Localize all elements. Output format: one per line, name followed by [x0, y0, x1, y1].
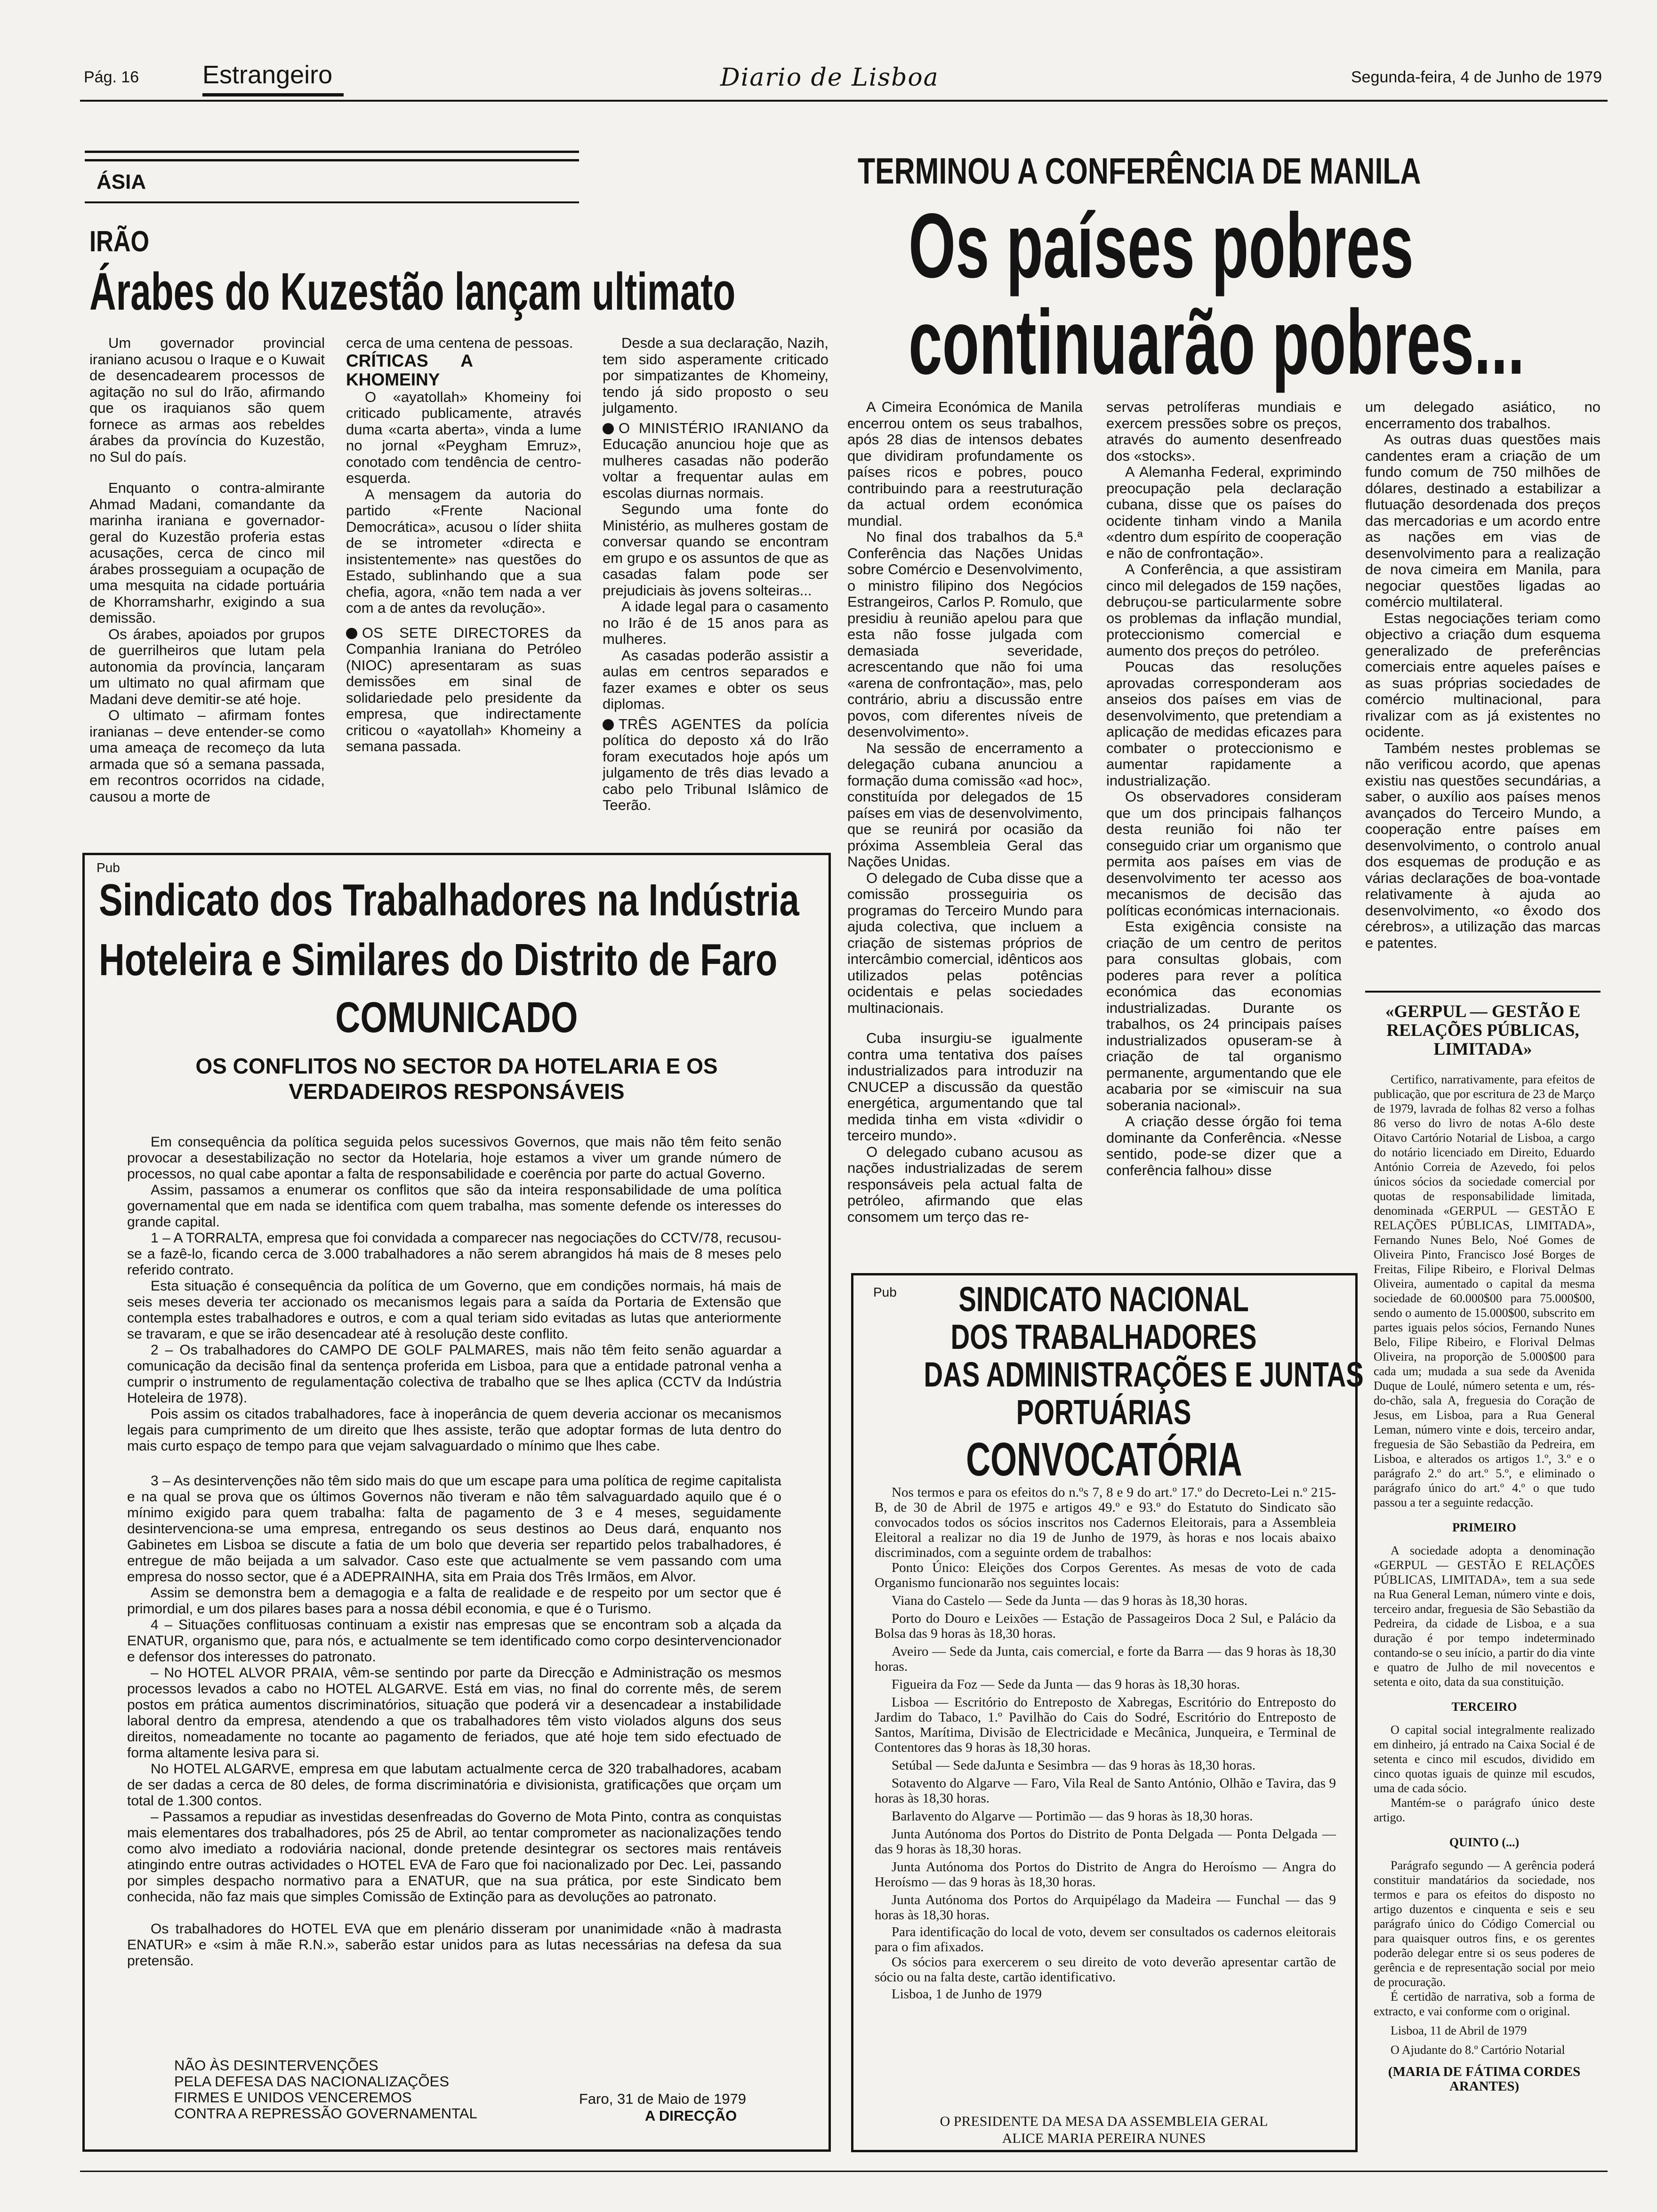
port-loc-4: Figueira da Foz — Sede da Junta — das 9 horas às 18,30 horas.	[892, 1677, 1240, 1692]
slogan-3: FIRMES E UNIDOS VENCEREMOS	[174, 2089, 412, 2106]
asia-c3-p2: Segundo uma fonte do Ministério, as mulheres gostam de conversar quando se encontram em grupo e os assuntos de que as casadas falam pode ser prejudiciais às jovens solteiras...	[603, 501, 828, 599]
hotelaria-comunicado-text: COMUNICADO	[335, 994, 578, 1042]
portuarias-body	[875, 1485, 1336, 2002]
hotelaria-body	[127, 1134, 781, 1969]
port-closing-2: Os sócios para exercerem o seu direito de voto deverão apresentar cartão de sócio ou na falta deste, cartão identificativo.	[875, 1955, 1336, 1985]
manila-headline-1	[909, 193, 1568, 297]
asia-column-1	[89, 335, 325, 805]
gerpul-heading-3: QUINTO (...)	[1449, 1835, 1520, 1849]
gerpul-heading-1: PRIMEIRO	[1452, 1521, 1516, 1534]
port-loc-3: Aveiro — Sede da Junta, cais comercial, e forte da Barra — das 9 horas às 18,30 horas.	[875, 1644, 1336, 1674]
manila-c1-p1: A Cimeira Económica de Manila encerrou ontem os seus trabalhos, após 28 dias de intensos debates que dividiram profundamente os países ricos e pobres, pouco contribuindo para a reestruturação da actual ordem económica mundial.	[847, 399, 1083, 529]
asia-country-text: IRÃO	[89, 225, 150, 258]
asia-headline	[89, 261, 828, 322]
bullet-icon	[603, 719, 614, 730]
asia-top-rule-2	[85, 159, 579, 161]
asia-c3-p4: As casadas poderão assistir a aulas em centros separados e fazer exames e obter os seus diplomas.	[603, 647, 828, 712]
asia-c3-bullet2	[603, 716, 828, 814]
asia-c3-p1: Desde a sua declaração, Nazih, tem sido asperamente criticado por simpatizantes de Khomeiny, tendo já sido proposto o seu julgamento.	[603, 335, 828, 416]
section-underline	[202, 93, 344, 96]
asia-column-3	[603, 335, 828, 814]
manila-c1-p5: Cuba insurgiu-se igualmente contra uma tentativa dos países industrializados para introduzir na CNUCEP a discussão da questão energética, argumentando que tal medida tinha em vista «dividir o terceiro mundo».	[847, 1030, 1083, 1144]
asia-c1-p1: Um governador provincial iraniano acusou o Iraque e o Kuwait de desencadearem processos de agitação no sul do Irão, afirmando que os iraquianos são quem fornece as armas aos rebeldes árabes da província do Kuzestão, no Sul do país.	[89, 335, 325, 465]
hotelaria-pub-label: Pub	[97, 860, 120, 875]
manila-c2-p3: A Conferência, a que assistiram cinco mil delegados de 159 nações, debruçou-se particularmente sobre os problemas da inflação mundial, proteccionismo comercial e aumento dos preços do petróleo.	[1106, 561, 1342, 659]
manila-c3-p4: Também nestes problemas se não verificou acordo, que apenas existiu nas questões secundárias, a saber, o auxílio aos países menos avançados do Terceiro Mundo, a cooperação entre países em desenvolvimento, o controlo anual dos esquemas de produção e as várias declarações de boa-vontade relativamente à ajuda ao desenvolvimento, «o êxodo dos cérebros», a utilização das marcas e patentes.	[1365, 739, 1601, 951]
gerpul-text-3: Parágrafo segundo — A gerência poderá constituir mandatários da sociedade, nos termos e para os efeitos do disposto no artigo duzentos e cinquenta e seis e seu parágrafo único do Código Comercial ou para quaisquer outros fins, e os gerentes poderão delegar entre si os seus poderes de gerência e de representação social por meio de procuração.	[1374, 1859, 1595, 1989]
page-bottom-rule	[80, 2171, 1608, 2172]
port-closing-1: Para identificação do local de voto, devem ser consultados os cadernos eleitorais para o fim afixados.	[875, 1924, 1336, 1955]
hot-p4: Esta situação é consequência da política de um Governo, que em condições normais, há mais de seis meses deveria ter accionado os mecanismos legais para a saída da Portaria de Extensão que contempla estes trabalhadores e outros, e com a qual teriam sido evitadas as lutas que anteriormente se travaram, e que se irão desencadear até à resolução deste conflito.	[127, 1278, 781, 1342]
gerpul-body	[1374, 1072, 1595, 2094]
asia-c3-bullet2-text: TRÊS AGENTES da polícia política do deposto xá do Irão foram executados hoje após um julgamento de três dias levado a cabo pelo Tribunal Islâmico de Teerão.	[603, 715, 828, 813]
asia-c2-start: cerca de uma centena de pessoas.	[346, 335, 573, 351]
manila-headline-2-text: continuarão pobres...	[909, 291, 1525, 393]
manila-kicker	[858, 150, 1592, 192]
manila-headline-2	[909, 289, 1577, 393]
asia-c2-p2: A mensagem da autoria do partido «Frente Nacional Democrática», acusou o líder shiita de se intrometer «directa e insistentemente» nas questões do Estado, sublinhando que a sua chefia, agora, «não tem nada a ver com a de antes da revolução».	[346, 486, 581, 616]
hot-p8: Assim se demonstra bem a demagogia e a falta de realidade e de respeito por um sector que é primordial, e um dos pilares bases para a nossa débil economia, e que é o Turismo.	[127, 1585, 781, 1617]
hot-p13: Os trabalhadores do HOTEL EVA que em plenário disseram por unanimidade «não à madrasta ENATUR» e «sim à mãe R.N.», saberão estar unidos para as lutas necessárias na defesa da sua pretensão.	[127, 1921, 781, 1969]
slogan-1: NÃO ÀS DESINTERVENÇÕES	[174, 2057, 378, 2074]
portuarias-title-3-wrap	[854, 1354, 1364, 1394]
hotelaria-signature: A DIRECÇÃO	[645, 2108, 737, 2124]
asia-country	[89, 225, 278, 258]
hotelaria-title-1-text: Sindicato dos Trabalhadores na Indústria	[99, 875, 799, 925]
gerpul-place-date: Lisboa, 11 de Abril de 1979	[1391, 2024, 1527, 2037]
manila-c1-p2: No final dos trabalhos da 5.ª Conferência das Nações Unidas sobre Comércio e Desenvolvimento, o ministro filipino dos Negócios Estrangeiros, Carlos P. Romulo, que presidiu à reunião apelou para que esta não fosse julgada com demasiada severidade, acrescentando que não foi uma «arena de confrontação», mas, pelo contrário, abriu a discussão entre povos, com diferentes níveis de desenvolvimento».	[847, 529, 1083, 740]
asia-section-label: ÁSIA	[97, 170, 146, 193]
manila-c2-p4: Poucas das resoluções aprovadas corresponderam aos anseios dos países em vias de desenvolvimento, que pretendiam a aplicação de medidas eficazes para combater o proteccionismo e aumentar rapidamente a industrialização.	[1106, 658, 1342, 789]
slogan-4: CONTRA A REPRESSÃO GOVERNAMENTAL	[174, 2105, 477, 2122]
port-loc-1: Viana do Castelo — Sede da Junta — das 9 horas às 18,30 horas.	[892, 1593, 1248, 1608]
portuarias-signature-role: O PRESIDENTE DA MESA DA ASSEMBLEIA GERAL	[940, 2114, 1268, 2129]
port-agenda: Ponto Único: Eleições dos Corpos Gerentes. As mesas de voto de cada Organismo funcionarão nos seguintes locais:	[875, 1560, 1336, 1590]
manila-c3-p3: Estas negociações teriam como objectivo a criação dum esquema generalizado de preferências comerciais entre aqueles países e as suas próprias sociedades de comércio multinacional, para rivalizar com as já existentes no ocidente.	[1365, 609, 1601, 740]
gerpul-text-2b: Mantém-se o parágrafo único deste artigo.	[1374, 1796, 1595, 1824]
asia-top-rule-1	[85, 151, 579, 153]
manila-c1-p3: Na sessão de encerramento a delegação cubana anunciou a formação duma comissão «ad hoc», constituída por delegados de 15 países em vias de desenvolvimento, que se reunirá por ocasião da próxima Assembleia Geral das Nações Unidas.	[847, 739, 1083, 870]
asia-c1-p2: Enquanto o contra-almirante Ahmad Madani, comandante da marinha iraniana e governador-geral do Kuzestão proferia estas acusações, cerca de cinco mil árabes prosseguiam a ocupação de uma mesquita na cidade portuária de Khorramsharhr, exigindo a sua demissão.	[89, 480, 325, 626]
gerpul-top-rule	[1365, 991, 1601, 993]
hotelaria-comunicado	[85, 993, 828, 1040]
manila-c3-p2: As outras duas questões mais candentes eram a criação de um fundo comum de 750 milhões de dólares, destinado a estabilizar a flutuação desordenada dos preços das mercadorias e um acordo entre as nações em vias de desenvolvimento para a realização de nova cimeira em Manila, para negociar questões ligadas ao comércio multilateral.	[1365, 431, 1601, 610]
gerpul-text-3b: É certidão de narrativa, sob a forma de extracto, e vai conforme com o original.	[1374, 1990, 1595, 2018]
masthead-rule	[80, 100, 1608, 102]
hotelaria-subtitle: OS CONFLITOS NO SECTOR DA HOTELARIA E OS VERDADEIROS RESPONSÁVEIS	[195, 1054, 718, 1104]
asia-c1-p4: O ultimato – afirmam fontes iranianas – deve entender-se como uma ameaça de recomeço da luta armada que só a semana passada, em recontros ocorridos na cidade, causou a morte de	[89, 707, 325, 805]
manila-column-2	[1106, 399, 1342, 1178]
portuarias-title-2: DOS TRABALHADORES	[951, 1317, 1257, 1356]
hot-p5: 2 – Os trabalhadores do CAMPO DE GOLF PALMARES, mais não têm feito senão aguardar a comunicação da decisão final da sentença proferida em Lisboa, para que a entidade patronal venha a cumprir o instrumento de regulamentação colectiva de trabalho que se lhes aplica (CCTV da Indústria Hoteleira de 1978).	[127, 1342, 781, 1406]
gerpul-text-1: A sociedade adopta a denominação «GERPUL — GESTÃO E RELAÇÕES PÚBLICAS, LIMITADA», tem a sua sede na Rua General Leman, número vinte e dois, terceiro andar, freguesia de São Sebastião da Pedreira, da cidade de Lisboa, e a sua duração é por tempo indeterminado contando-se o seu início, a partir do dia vinte e quatro de Julho de mil novecentos e setenta e oito, data da sua constituição.	[1374, 1544, 1595, 1689]
portuarias-title-3: DAS ADMINISTRAÇÕES E JUNTAS	[924, 1355, 1364, 1394]
manila-column-3	[1365, 399, 1601, 951]
port-intro: Nos termos e para os efeitos do n.ºs 7, 8 e 9 do art.º 17.º do Decreto-Lei n.º 215-B, de 30 de Abril de 1975 e artigos 49.º e 93.º do Estatuto do Sindicato são convocados todos os sócios inscritos nos Cadernos Eleitorais, para a Assembleia Eleitoral a realizar no dia 19 de Junho de 1979, às horas e nos locais abaixo discriminados, com a seguinte ordem de trabalhos:	[875, 1485, 1336, 1560]
portuarias-signature-name: ALICE MARIA PEREIRA NUNES	[1002, 2131, 1206, 2146]
port-loc-7: Sotavento do Algarve — Faro, Vila Real de Santo António, Olhão e Tavira, das 9 horas às 18,30 horas.	[875, 1776, 1336, 1806]
hot-p1: Em consequência da política seguida pelos sucessivos Governos, que mais não têm feito senão provocar a desestabilização no sector da Hotelaria, hoje estamos a viver um grande número de processos, no qual cabe apontar a falta de responsabilidade e coerência por parte do actual Governo.	[127, 1134, 781, 1182]
bullet-icon	[346, 628, 357, 639]
asia-c2-heading: CRÍTICAS A KHOMEINY	[346, 351, 473, 389]
gerpul-heading-2: TERCEIRO	[1451, 1700, 1517, 1714]
gerpul-title: «GERPUL — GESTÃO E RELAÇÕES PÚBLICAS, LIMITADA»	[1385, 1002, 1581, 1059]
hotelaria-title-1	[99, 874, 819, 926]
portuarias-title-2-wrap	[854, 1317, 1353, 1354]
portuarias-title-1: SINDICATO NACIONAL	[958, 1280, 1249, 1319]
hot-p6: Pois assim os citados trabalhadores, face à inoperância de quem deveria accionar os mecanismos legais para cumprimento de um direito que lhes assiste, terão que adoptar formas de luta dentro do mais curto espaço de tempo para que vejam salvaguardado o mínimo que lhes cabe.	[127, 1406, 781, 1454]
hotelaria-title-2	[99, 934, 819, 986]
gerpul-signer-name: (MARIA DE FÁTIMA CORDES ARANTES)	[1388, 2064, 1581, 2094]
portuarias-title-4: PORTUÁRIAS	[1016, 1393, 1191, 1432]
asia-c1-p3: Os árabes, apoiados por grupos de guerrilheiros que lutam pela autonomia da província, lançaram um ultimato no qual afirmam que Madani deve demitir-se até hoje.	[89, 625, 325, 707]
portuarias-conv-wrap	[854, 1433, 1353, 1484]
asia-c3-p3: A idade legal para o casamento no Irão é de 15 anos para as mulheres.	[603, 598, 828, 647]
portuarias-convocatoria: CONVOCATÓRIA	[965, 1433, 1242, 1486]
portuarias-title-4-wrap	[854, 1392, 1353, 1430]
manila-c2-p7: A criação desse órgão foi tema dominante da Conferência. «Nesse sentido, pode-se dizer que a conferência falhou» disse	[1106, 1113, 1342, 1178]
manila-c2-p2: A Alemanha Federal, exprimindo preocupação pela declaração cubana, disse que os países do ocidente tinham vindo a Manila «dentro dum espírito de cooperação e não de confrontação».	[1106, 464, 1342, 561]
hot-p9: 4 – Situações conflituosas continuam a existir nas empresas que se encontram sob a alçada da ENATUR, organismo que, para nós, e actualmente se tem identificado como corpo desintervencionador e defensor dos interesses do patronato.	[127, 1617, 781, 1665]
port-loc-11: Junta Autónoma dos Portos do Arquipélago da Madeira — Funchal — das 9 horas às 18,30 horas.	[875, 1892, 1336, 1923]
manila-c2-p6: Esta exigência consiste na criação de um centro de peritos para consultas globais, com poderes para rever a política económica das economias industrializadas. Durante os trabalhos, os 24 principais países industrializados opuseram-se à criação de tal organismo permanente, argumentando que ele acabaria por se «imiscuir na sua soberania nacional».	[1106, 918, 1342, 1114]
newspaper-name: Diario de Lisboa	[720, 64, 939, 92]
asia-label-rule	[85, 201, 579, 203]
port-loc-9: Junta Autónoma dos Portos do Distrito de Ponta Delgada — Ponta Delgada — das 9 horas às 18,30 horas.	[875, 1827, 1336, 1857]
manila-c3-p1: um delegado asiático, no encerramento dos trabalhos.	[1365, 399, 1601, 432]
portuarias-title-1-wrap	[854, 1279, 1353, 1317]
hotelaria-title-2-text: Hoteleira e Similares do Distrito de Faro	[99, 935, 778, 985]
manila-c1-p6: O delegado cubano acusou as nações industrializadas de serem responsáveis pela actual falta de petróleo, afirmando que elas consomem um terço das re-	[847, 1143, 1083, 1225]
bullet-icon	[603, 423, 614, 434]
portuarias-title	[854, 1279, 1364, 1486]
asia-c2-p1: O «ayatollah» Khomeiny foi criticado publicamente, através duma «carta aberta», vinda a lume no jornal «Peygham Emruz», conotado com tendência de centro-esquerda.	[346, 388, 581, 486]
manila-c2-p5: Os observadores consideram que um dos principais falhanços desta reunião foi não ter conseguido criar um organismo que permita aos países em vias de desenvolvimento ter acesso aos mecanismos de decisão das políticas económicas internacionais.	[1106, 788, 1342, 919]
gerpul-intro: Certifico, narrativamente, para efeitos de publicação, que por escritura de 23 de Março de 1979, lavrada de folhas 82 verso a folhas 86 verso do livro de notas A-6lo deste Oitavo Cartório Notarial de Lisboa, a cargo do notário licenciado em Direito, Eduardo António Correia de Azevedo, foi pelos únicos sócios da sociedade comercial por quotas de responsabilidade limitada, denominada «GERPUL — GESTÃO E RELAÇÕES PÚBLICAS, LIMITADA», Fernando Nunes Belo, Noé Gomes de Oliveira Pinto, Francisco José Borges de Freitas, Filipe Ribeiro, e Florival Delmas Oliveira, aumentado o capital da mesma sociedade de 60.000$00 para 75.000$00, sendo o aumento de 15.000$00, subscrito em partes iguais pelos sócios, Fernando Nunes Belo, Filipe Ribeiro, e Florival Delmas Oliveira, na proporção de 5.000$00 para cada um; mudada a sua sede da Avenida Duque de Loulé, número setenta e um, rés-do-chão, sala A, freguesia do Coração de Jesus, em Lisboa, para a Rua General Leman, número vinte e dois, terceiro andar, freguesia de São Sebastião da Pedreira, em Lisboa, e alterados os artigos 1.º, 3.º e o parágrafo 2.º do art.º 5.º, e eliminado o parágrafo único do art.º 4.º o que tudo passou a ter a seguinte redacção.	[1374, 1073, 1595, 1509]
port-loc-6: Setúbal — Sede daJunta e Sesimbra — das 9 horas às 18,30 horas.	[892, 1758, 1256, 1773]
asia-c3-bullet1	[603, 420, 828, 502]
manila-c1-p4: O delegado de Cuba disse que a comissão prosseguiria os programas do Terceiro Mundo para ajuda colectiva, que incluem a criação de sistemas próprios de intercâmbio comercial, idênticos aos utilizados pelas potências ocidentais e pelas sociedades multinacionais.	[847, 869, 1083, 1016]
manila-headline-1-text: Os países pobres	[909, 194, 1414, 297]
port-loc-8: Barlavento do Algarve — Portimão — das 9 horas às 18,30 horas.	[892, 1809, 1253, 1824]
page-number: Pág. 16	[84, 68, 139, 86]
port-place-date: Lisboa, 1 de Junho de 1979	[892, 1987, 1042, 2002]
asia-c3-bullet1-text: O MINISTÉRIO IRANIANO da Educação anunciou hoje que as mulheres casadas não poderão voltar a frequentar aulas em escolas diurnas normais.	[603, 419, 828, 501]
hot-p3: 1 – A TORRALTA, empresa que foi convidada a comparecer nas negociações do CCTV/78, recusou-se a fazê-lo, ficando cerca de 3.000 trabalhadores a não serem abrangidos há mais de 8 meses pelo referido contrato.	[127, 1230, 781, 1278]
issue-date: Segunda-feira, 4 de Junho de 1979	[1351, 68, 1602, 86]
port-loc-2: Porto do Douro e Leixões — Estação de Passageiros Doca 2 Sul, e Palácio da Bolsa das 9 horas às 18,30 horas.	[875, 1611, 1336, 1641]
section-label: Estrangeiro	[202, 61, 333, 89]
hotelaria-slogans	[174, 2058, 477, 2122]
manila-c2-p1: servas petrolíferas mundiais e exercem pressões sobre os preços, através do aumento desenfreado dos «stocks».	[1106, 399, 1342, 464]
asia-headline-text: Árabes do Kuzestão lançam ultimato	[89, 262, 736, 321]
manila-column-1	[847, 399, 1083, 1225]
port-loc-5: Lisboa — Escritório do Entreposto de Xabregas, Escritório do Entreposto do Jardim do Tabaco, 1.º Pavilhão do Cais do Sodré, Escritório do Entreposto de Santos, Marítima, Divisão de Electricidade e Mecânica, Junqueira, e Terminal de Contentores das 9 horas às 18,30 horas.	[875, 1695, 1336, 1755]
asia-c2-bullet	[346, 625, 581, 755]
hot-p10: – No HOTEL ALVOR PRAIA, vêm-se sentindo por parte da Direcção e Administração os mesmos processos levados a cabo no HOTEL ALGARVE. Está em vias, no final do corrente mês, de serem postos em prática aumentos discriminatórios, situação que poderá vir a desencadear a instabilidade laboral dentro da empresa, atendendo a que os trabalhadores têm visto violados alguns dos seus direitos, nomeadamente no tocante ao pagamento de feriados, que até hoje tem sido efectuado de forma altamente lesiva para si.	[127, 1665, 781, 1761]
slogan-2: PELA DEFESA DAS NACIONALIZAÇÕES	[174, 2073, 450, 2090]
port-loc-10: Junta Autónoma dos Portos do Distrito de Angra do Heroísmo — Angra do Heroísmo — das 9 horas às 18,30 horas.	[875, 1859, 1336, 1890]
asia-c2-bullet-text: OS SETE DIRECTORES da Companhia Iraniana do Petróleo (NIOC) apresentaram as suas demissões em sinal de solidariedade pelo presidente da empresa, que indirectamente criticou o «ayatollah» Khomeiny a semana passada.	[346, 624, 581, 754]
hot-p7: 3 – As desintervenções não têm sido mais do que um escape para uma política de regime capitalista e na qual se prova que os últimos Governos não tiveram e não têm salvaguardado aquilo que é o mínimo exigido para quem trabalha: falta de pagamento de 3 e 4 meses, seguidamente desintervenciona-se uma empresa, entregando os seus destinos ao Deus dará, enquanto nos Gabinetes em Lisboa se discute a fatia de um bolo que deveria ser repartido pelos trabalhadores, é entregue de mão beijada a um salvador. Caso este que actualmente se vem passando com uma empresa do nosso sector, que é a ADEPRAINHA, sita em Praia dos Três Irmãos, em Alvor.	[127, 1473, 781, 1585]
hotelaria-place-date: Faro, 31 de Maio de 1979	[579, 2091, 747, 2107]
hot-p2: Assim, passamos a enumerar os conflitos que são da inteira responsabilidade de uma política governamental que em nada se identifica com quem trabalha, mas somente defende os interesses do grande capital.	[127, 1182, 781, 1230]
manila-kicker-text: TERMINOU A CONFERÊNCIA DE MANILA	[858, 150, 1421, 192]
portuarias-pub-label: Pub	[873, 1285, 897, 1299]
gerpul-signer-role: O Ajudante do 8.º Cartório Notarial	[1391, 2043, 1565, 2057]
asia-column-2	[346, 335, 581, 755]
portuarias-signature	[854, 2113, 1353, 2147]
hot-p12: – Passamos a repudiar as investidas desenfreadas do Governo de Mota Pinto, contra as conquistas mais elementares dos trabalhadores, pós 25 de Abril, ao tentar comprometer as nacionalizações tendo como alvo imediato a rodoviária nacional, donde pretende desintegrar os sectores mais rentáveis atingindo entre outras actividades o HOTEL EVA de Faro que foi nacionalizado por Dec. Lei, passando por simples despacho normativo para a ENATUR, que na sua prática, por este Sindicato bem conhecida, não faz mais que simples Comissão de Extinção para as devoluções ao patronato.	[127, 1809, 781, 1905]
gerpul-text-2: O capital social integralmente realizado em dinheiro, já entrado na Caixa Social é de setenta e cinco mil escudos, dividido em cinco quotas iguais de quinze mil escudos, uma de cada sócio.	[1374, 1723, 1595, 1795]
hot-p11: No HOTEL ALGARVE, empresa em que labutam actualmente cerca de 320 trabalhadores, acabam de ser dadas a cerca de 80 deles, de forma discriminatória e divisionista, gratificações que orçam um total de 1.300 contos.	[127, 1761, 781, 1809]
